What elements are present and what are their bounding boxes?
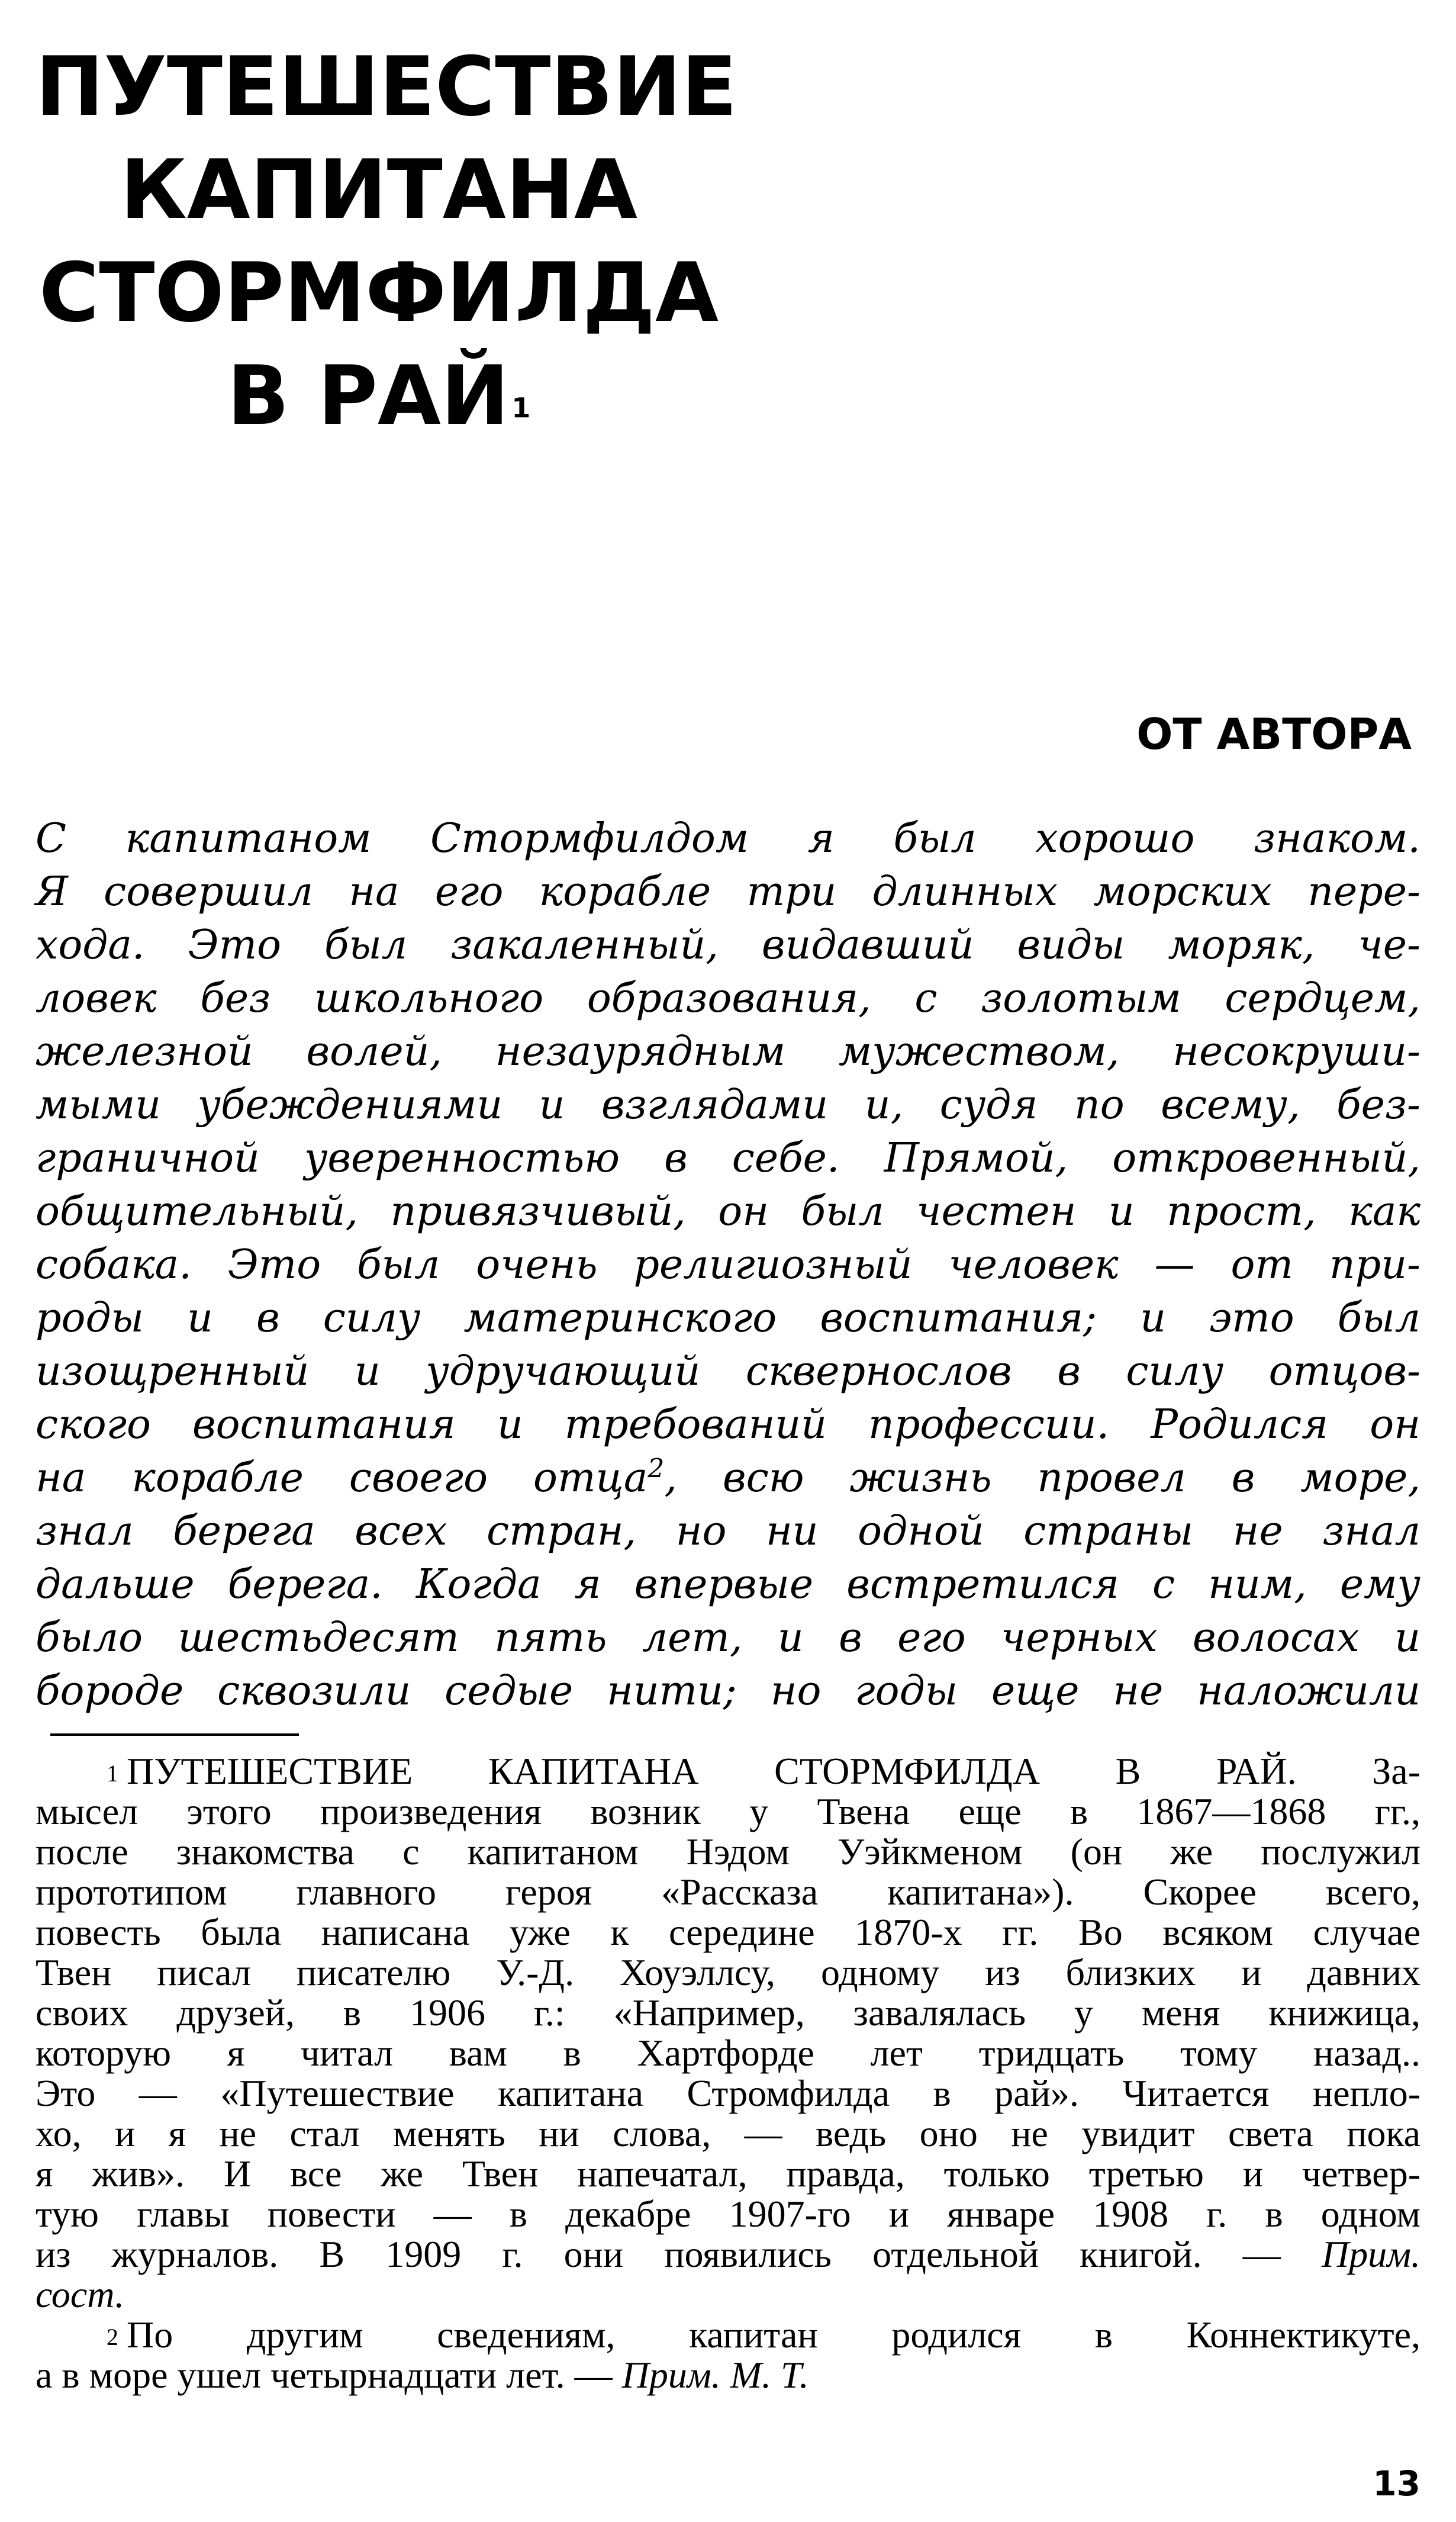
text-line-head: на корабле своего отца [36,1455,648,1501]
footnote-line: Это — «Путешествие капитана Стромфилда в рай». Читается непло- [36,2072,1420,2114]
footnote-line [36,1751,1420,1791]
text-line: Я совершил на его корабле три длинных морских пере- [36,868,1420,915]
text-line: бороде сквозили седые нити; но годы еще не наложили [36,1668,1420,1714]
footnote-line [36,2275,1420,2315]
editor-note: Прим. М. Т. [621,2354,809,2396]
footnote-line: тую главы повести — в декабре 1907-го и январе 1908 г. в одном [36,2193,1420,2235]
footnote-1 [36,1751,1420,2315]
footnote-line-text: ПУТЕШЕСТВИЕ КАПИТАНА СТОРМФИЛДА В РАЙ. За- [127,1750,1420,1792]
footnote-marker: 2 [107,2324,118,2350]
footnote-2 [36,2315,1420,2395]
text-line: железной волей, незаурядным мужеством, несокруши- [36,1028,1420,1075]
text-line: собака. Это был очень религиозный человек — от при- [36,1241,1420,1288]
footnote-divider [50,1733,299,1736]
footnote-line-text: а в море ушел четырнадцати лет. — [36,2354,613,2396]
editor-note: Прим. [1321,2233,1421,2275]
text-line: дальше берега. Когда я впервые встретился с ним, ему [36,1561,1420,1608]
footnote-line: повесть была написана уже к середине 1870-х гг. Во всяком случае [36,1911,1420,1953]
footnote-line: я жив». И все же Твен напечатал, правда, только третью и четвер- [36,2153,1420,2195]
page-number: 13 [1373,2463,1420,2504]
title-line: ПУТЕШЕСТВИЕ [36,39,737,134]
text-line: знал берега всех стран, но ни одной страны не знал [36,1508,1420,1555]
text-line: изощренный и удручающий сквернослов в силу отцов- [36,1348,1420,1395]
title-line [36,345,722,448]
footnote-line [36,2355,1420,2395]
story-title [36,36,737,448]
footnote-line: мысел этого произведения возник у Твена еще в 1867—1868 гг., [36,1790,1420,1832]
footnote-marker: 1 [107,1760,118,1787]
footnote-ref-2: 2 [648,1453,665,1484]
text-line: было шестьдесят пять лет, и в его черных волосах и [36,1614,1420,1661]
footnote-line: хо, и я не стал менять ни слова, — ведь оно не увидит света пока [36,2112,1420,2154]
title-footnote-marker: 1 [511,392,531,424]
text-line: ловек без школьного образования, с золотым сердцем, [36,975,1420,1022]
author-preface-text [36,812,1420,1718]
footnote-line [36,2315,1420,2355]
footnote-line [36,2234,1420,2275]
footnotes [36,1751,1420,2395]
text-line: граничной уверенностью в себе. Прямой, откровенный, [36,1135,1420,1182]
footnote-line-text: По другим сведениям, капитан родился в Коннектикуте, [127,2314,1420,2356]
text-line: общительный, привязчивый, он был честен и прост, как [36,1188,1420,1235]
title-line: СТОРМФИЛДА [39,245,719,340]
text-line: мыми убеждениями и взглядами и, судя по всему, без- [36,1082,1420,1128]
text-line: С капитаном Стормфилдом я был хорошо знаком. [36,815,1420,862]
footnote-line: прототипом главного героя «Рассказа капитана»). Скорее всего, [36,1871,1420,1913]
text-line: роды и в силу материнского воспитания; и это был [36,1295,1420,1342]
editor-note: сост. [36,2273,125,2315]
text-line: хода. Это был закаленный, видавший виды моряк, че- [36,922,1420,969]
text-line: ского воспитания и требований профессии. Родился он [36,1401,1420,1448]
section-heading: ОТ АВТОРА [1136,709,1412,759]
title-line: КАПИТАНА [120,142,637,237]
footnote-line-text: из журналов. В 1909 г. они появились отдельной книгой. — [36,2233,1281,2275]
text-line [36,1452,1420,1505]
footnote-line: после знакомства с капитаном Нэдом Уэйкменом (он же послужил [36,1831,1420,1873]
text-line-tail: , всю жизнь провел в море, [664,1455,1420,1501]
footnote-line: которую я читал вам в Хартфорде лет тридцать тому назад.. [36,2032,1420,2074]
footnote-line: своих друзей, в 1906 г.: «Например, завалялась у меня книжица, [36,1992,1420,2034]
title-line-text: В РАЙ [227,348,510,443]
footnote-line: Твен писал писателю У.-Д. Хоуэллсу, одному из близких и давних [36,1951,1420,1993]
